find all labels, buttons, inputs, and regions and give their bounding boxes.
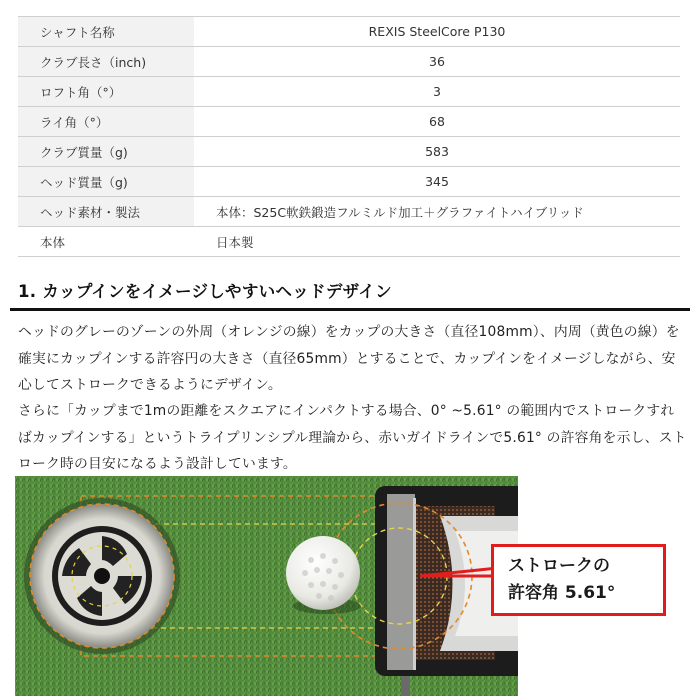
golf-ball-icon <box>286 536 361 614</box>
spec-table <box>18 16 680 257</box>
spec-label: シャフト名称 <box>18 17 194 47</box>
table-row <box>18 17 680 47</box>
spec-value: 本体：S25C軟鉄鍛造フルミルド加工＋グラファイトハイブリッド <box>194 197 680 227</box>
spec-label: ヘッド質量（g) <box>18 167 194 197</box>
body-paragraph: ヘッドのグレーのゾーンの外周（オレンジの線）をカップの大きさ（直径108mm）、内周（黄色の線）を確実にカップインする許容円の大きさ（直径65mm）とすることで、カップインをイメージしながら、安心してストロークできるようにデザイン。 <box>18 324 680 393</box>
spec-value: 68 <box>194 107 680 137</box>
cup-icon <box>24 498 180 654</box>
putter-illustration <box>15 476 518 696</box>
table-row <box>18 47 680 77</box>
spec-value: 3 <box>194 77 680 107</box>
spec-value: 日本製 <box>194 227 680 257</box>
section-divider <box>10 308 690 311</box>
callout-value: 許容角 5.61° <box>508 583 616 603</box>
table-row <box>18 107 680 137</box>
spec-label: ヘッド素材・製法 <box>18 197 194 227</box>
spec-label: ライ角（°） <box>18 107 194 137</box>
spec-value: 36 <box>194 47 680 77</box>
spec-label: 本体 <box>18 227 194 257</box>
callout-title: ストロークの <box>508 556 610 576</box>
table-row <box>18 197 680 227</box>
table-row <box>18 137 680 167</box>
spec-label: クラブ長さ（inch) <box>18 47 194 77</box>
spec-value: REXIS SteelCore P130 <box>194 17 680 47</box>
table-row <box>18 167 680 197</box>
illustration-canvas <box>15 476 518 696</box>
spec-label: ロフト角（°） <box>18 77 194 107</box>
spec-label: クラブ質量（g) <box>18 137 194 167</box>
body-paragraph: さらに「カップまで1mの距離をスクエアにインパクトする場合、0° ~5.61° の範囲内でストロークすればカップインする」というトライプリンシプル理論から、赤いガイドラインで5.61° の許容角を示し、ストローク時の目安になるよう設計しています。 <box>18 403 687 472</box>
stroke-angle-callout <box>491 544 666 616</box>
section-heading: 1. カップインをイメージしやすいヘッドデザイン <box>18 282 392 301</box>
spec-value: 583 <box>194 137 680 167</box>
table-row <box>18 77 680 107</box>
table-row <box>18 227 680 257</box>
spec-value: 345 <box>194 167 680 197</box>
